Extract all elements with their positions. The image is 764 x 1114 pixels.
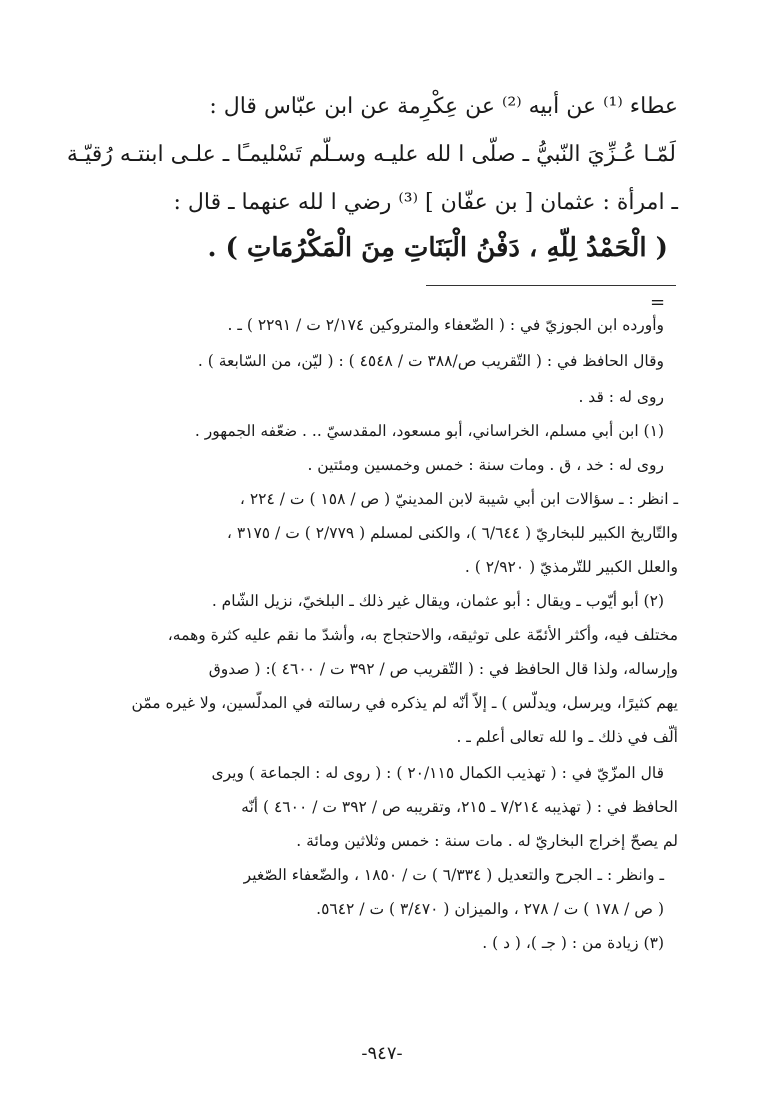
main-line-2: لَمّـا عُـزِّيَ النّبيُّ ـ صلّى ا لله عليـه وسـلّم تَسْليمـًا ـ علـى ابنتـه رُقيّـة — [66, 142, 676, 167]
page-number: -٩٤٧- — [361, 1043, 403, 1064]
footnote-line: مختلف فيه، وأكثر الأئمّة على توثيقه، والاحتجاج به، وأشدّ ما نقم عليه كثرة وهمه، — [167, 626, 678, 644]
footnote-line: وأورده ابن الجوزيّ في : ( الضّعفاء والمتروكين ٢/١٧٤ ت / ٢٢٩١ ) ـ . — [227, 316, 664, 334]
continuation-mark: = — [650, 292, 666, 313]
footnote-3: (٣) زيادة من : ( جـ )، ( د ) . — [482, 934, 664, 952]
footnote-line: ـ انظر : ـ سؤالات ابن أبي شيبة لابن المدينيّ ( ص / ١٥٨ ) ت / ٢٢٤ ، — [239, 490, 678, 508]
footnote-line: ( ص / ١٧٨ ) ت / ٢٧٨ ، والميزان ( ٣/٤٧٠ ) ت / ٥٦٤٢. — [316, 900, 664, 918]
main-line-1: عطاء ⁽¹⁾ عن أبيه ⁽²⁾ عن عِكْرِمة عن ابن عبّاس قال : — [209, 94, 678, 119]
main-line-4-quote: ( الْحَمْدُ لِلّهِ ، دَفْنُ الْبَنَاتِ مِنَ الْمَكْرُمَاتِ ) . — [207, 233, 668, 263]
footnote-line: والتّاريخ الكبير للبخاريّ ( ٦/٦٤٤ )، والكنى لمسلم ( ٢/٧٧٩ ) ت / ٣١٧٥ ، — [226, 524, 678, 542]
footnote-line: ألّف في ذلك ـ وا لله تعالى أعلم ـ . — [456, 728, 678, 746]
footnote-line: يهم كثيرًا، ويرسل، ويدلّس ) ـ إلاّ أنّه لم يذكره في رسالته في المدلّسين، ولا غيره ممّن — [131, 694, 678, 712]
footnote-line: روى له : خد ، ق . ومات سنة : خمس وخمسين ومئتين . — [307, 456, 664, 474]
footnote-line: لم يصحّ إخراج البخاريّ له . مات سنة : خمس وثلاثين ومائة . — [296, 832, 678, 850]
footnote-line: الحافظ في : ( تهذيبه ٧/٢١٤ ـ ٢١٥، وتقريبه ص / ٣٩٢ ت / ٤٦٠٠ ) أنّه — [241, 798, 678, 816]
footnote-line: وإرساله، ولذا قال الحافظ في : ( التّقريب ص / ٣٩٢ ت / ٤٦٠٠ ): ( صدوق — [208, 660, 678, 678]
footnote-2-start: (٢) أبو أيّوب ـ ويقال : أبو عثمان، ويقال غير ذلك ـ البلخيّ، نزيل الشّام . — [211, 592, 664, 610]
footnote-line: روى له : قد . — [578, 388, 664, 406]
footnote-1-start: (١) ابن أبي مسلم، الخراساني، أبو مسعود، المقدسيّ .. . ضعّفه الجمهور . — [194, 422, 664, 440]
footnote-separator — [426, 285, 676, 286]
footnote-line: ـ وانظر : ـ الجرح والتعديل ( ٦/٣٣٤ ) ت / ١٨٥٠ ، والضّعفاء الصّغير — [243, 866, 664, 884]
main-line-3: ـ امرأة : عثمان [ بن عفّان ] ⁽³⁾ رضي ا لله عنهما ـ قال : — [173, 190, 678, 215]
footnote-line: والعلل الكبير للتّرمذيّ ( ٢/٩٢٠ ) . — [464, 558, 678, 576]
footnote-line: قال المزّيّ في : ( تهذيب الكمال ٢٠/١١٥ ) : ( روى له : الجماعة ) ويرى — [211, 764, 664, 782]
footnote-line: وقال الحافظ في : ( التّقريب ص/٣٨٨ ت / ٤٥٤٨ ) : ( ليّن، من السّابعة ) . — [197, 352, 664, 370]
